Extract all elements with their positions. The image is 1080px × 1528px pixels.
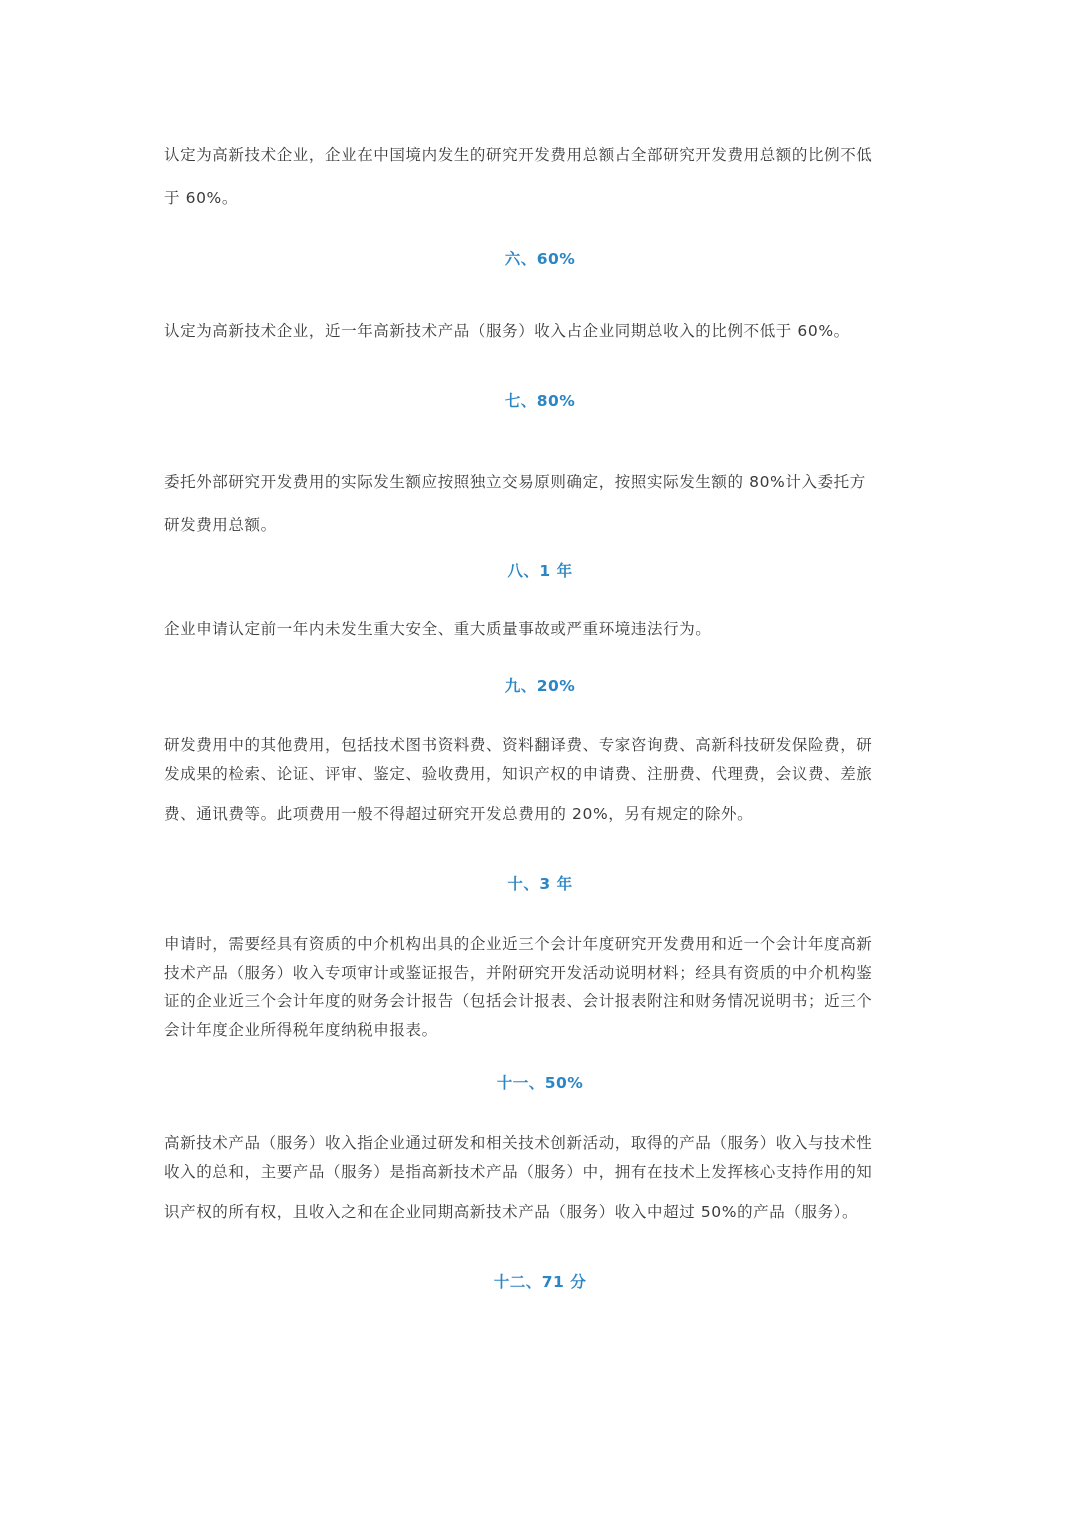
paragraph-line: 委托外部研究开发费用的实际发生额应按照独立交易原则确定，按照实际发生额的 80%计入委托方 bbox=[164, 473, 866, 491]
paragraph-9 bbox=[164, 731, 916, 789]
section-heading-6: 六、60% bbox=[504, 250, 576, 268]
paragraph-line: 于 60%。 bbox=[164, 189, 238, 207]
section-heading-11: 十一、50% bbox=[496, 1074, 584, 1092]
paragraph-line: 认定为高新技术企业，近一年高新技术产品（服务）收入占企业同期总收入的比例不低于 60%。 bbox=[164, 322, 850, 340]
section-heading-9: 九、20% bbox=[504, 677, 576, 695]
paragraph-line: 会计年度企业所得税年度纳税申报表。 bbox=[164, 1020, 438, 1039]
paragraph-10 bbox=[164, 930, 916, 1044]
paragraph-11-end bbox=[164, 1201, 916, 1223]
paragraph-line: 企业申请认定前一年内未发生重大安全、重大质量事故或严重环境违法行为。 bbox=[164, 620, 712, 638]
paragraph-line: 收入的总和，主要产品（服务）是指高新技术产品（服务）中，拥有在技术上发挥核心支持作用的知 bbox=[164, 1163, 873, 1181]
paragraph-line: 技术产品（服务）收入专项审计或鉴证报告，并附研究开发活动说明材料；经具有资质的中介机构鉴 bbox=[164, 963, 873, 982]
paragraph-line: 研发费用总额。 bbox=[164, 516, 277, 534]
paragraph-line: 研发费用中的其他费用，包括技术图书资料费、资料翻译费、专家咨询费、高新科技研发保险费，研 bbox=[164, 736, 873, 754]
paragraph-line: 申请时，需要经具有资质的中介机构出具的企业近三个会计年度研究开发费用和近一个会计年度高新 bbox=[164, 935, 873, 953]
section-heading-7: 七、80% bbox=[504, 392, 576, 410]
paragraph-line: 发成果的检索、论证、评审、鉴定、验收费用，知识产权的申请费、注册费、代理费，会议费、差旅 bbox=[164, 765, 873, 783]
paragraph-line: 费、通讯费等。此项费用一般不得超过研究开发总费用的 20%，另有规定的除外。 bbox=[164, 805, 754, 823]
section-heading-10: 十、3 年 bbox=[507, 875, 573, 893]
paragraph-line: 高新技术产品（服务）收入指企业通过研发和相关技术创新活动，取得的产品（服务）收入与技术性 bbox=[164, 1134, 873, 1152]
section-heading-12: 十二、71 分 bbox=[493, 1273, 587, 1291]
paragraph-intro bbox=[164, 134, 916, 220]
paragraph-line: 证的企业近三个会计年度的财务会计报告（包括会计报表、会计报表附注和财务情况说明书；近三个 bbox=[164, 992, 873, 1010]
paragraph-line: 识产权的所有权，且收入之和在企业同期高新技术产品（服务）收入中超过 50%的产品（服务）。 bbox=[164, 1203, 859, 1221]
paragraph-8 bbox=[164, 618, 916, 640]
paragraph-7 bbox=[164, 461, 916, 547]
paragraph-9-end bbox=[164, 803, 916, 825]
section-heading-8: 八、1 年 bbox=[507, 562, 573, 580]
paragraph-line: 认定为高新技术企业，企业在中国境内发生的研究开发费用总额占全部研究开发费用总额的比例不低 bbox=[164, 146, 873, 164]
paragraph-11 bbox=[164, 1129, 916, 1187]
paragraph-6 bbox=[164, 320, 916, 342]
